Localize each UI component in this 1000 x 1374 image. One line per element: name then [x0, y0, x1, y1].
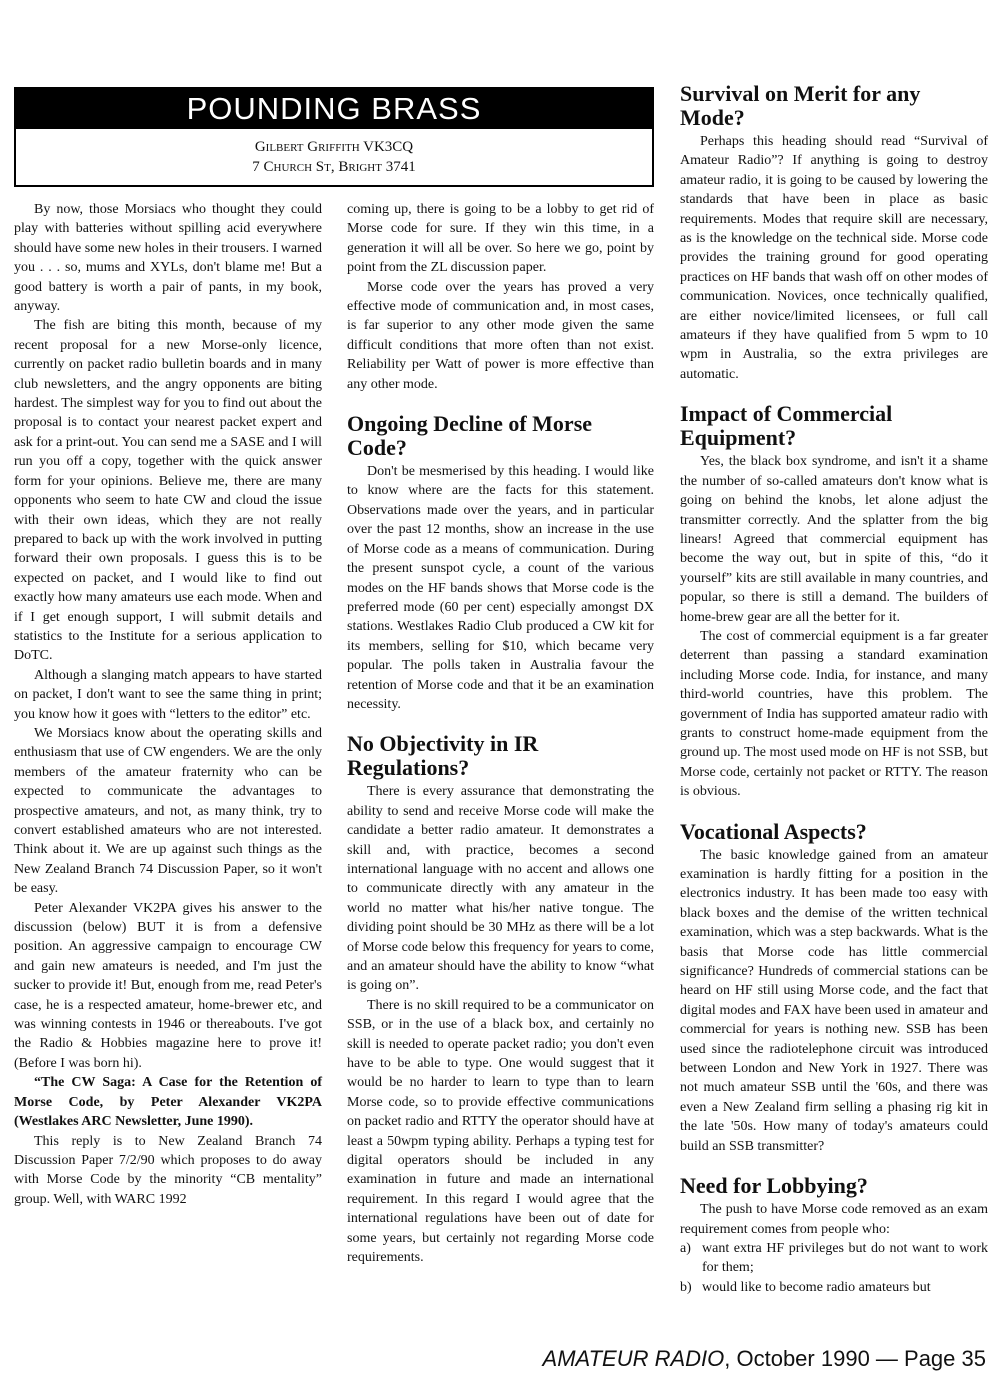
list-item [680, 1239, 988, 1278]
paragraph: The cost of commercial equipment is a far greater deterrent than passing a standard examination including Morse code. India, for instance, and many third-world countries, have this problem. The government of India has supported amateur radio with grants to construct home-made equipment from the ground up. The most used mode on HF is not SSB, but Morse code, certainly not packet or RTTY. The reason is obvious. [680, 628, 988, 800]
paragraph: We Morsiacs know about the operating skills and enthusiasm that use of CW engenders. We are the only members of the amateur fraternity who can be expected to communicate the advantages to prospective amateurs, and not, as many think, try to convert established amateurs who are not interested. Think about it. We are up against such things as the New Zealand Branch 74 Discussion Paper, so it won't be easy. [14, 725, 322, 897]
section-heading: Need for Lobbying? [680, 1173, 868, 1199]
column-1 [14, 200, 322, 1209]
list-marker: b) [680, 1279, 692, 1295]
paragraph: This reply is to New Zealand Branch 74 Discussion Paper 7/2/90 which proposes to do away with Morse Code by the minority “CB mentality” group. Well, with WARC 1992 [14, 1133, 322, 1207]
page-footer [543, 1346, 986, 1372]
paragraph: By now, those Morsiacs who thought they could play with batteries without spilling acid everywhere should have some new holes in their trousers. I warned you . . . so, mums and XYLs, don't blame me! But a good battery is worth a pair of pants, in my book, anyway. [14, 202, 322, 315]
list-item [680, 1278, 988, 1297]
column-3 [680, 82, 988, 1297]
issue-and-page: , October 1990 — Page 35 [724, 1346, 986, 1371]
paragraph: Although a slanging match appears to have started on packet, I don't want to see the same thing in print; you know how it goes with “letters to the editor” etc. [14, 667, 322, 722]
paragraph: The basic knowledge gained from an amateur examination is hardly fitting for a position in the electronics industry. It has been made too easy with black boxes and the demise of the written technical examination, which was a step backwards. What is the basis that Morse code has little commercial significance? Hundreds of commercial stations can be heard on HF still using Morse code, and the fact that digital modes and FAX have been used in amateur and commercial for years is nothing new. SSB has been used since the radiotelephone circuit was introduced between London and New York in 1927. There was not much amateur SSB until the '60s, and there was even a New Zealand firm selling a phasing rig kit in the late '50s. How many of today's amateurs could build an SSB transmitter? [680, 847, 988, 1154]
list-text: would like to become radio amateurs but [702, 1279, 931, 1295]
paragraph: Morse code over the years has proved a very effective mode of communication and, in most cases, is far superior to any other mode given the same difficult conditions that more often than not exist. Reliability per Watt of power is more effective than any other mode. [347, 279, 654, 392]
paragraph: There is every assurance that demonstrating the ability to send and receive Morse code will make the candidate a better radio amateur. It demonstrates a skill and, with practice, becomes a second international language with no accent and allows one to communicate directly with any amateur in the world no matter what his/her native tongue. The dividing point should be 30 MHz as there will be a lot of Morse code below this frequency for years to come, and an amateur should have the ability to know “what is going on”. [347, 784, 654, 994]
list-text: want extra HF privileges but do not want to work for them; [702, 1240, 988, 1276]
paragraph: The push to have Morse code removed as an exam requirement comes from people who: [680, 1202, 988, 1237]
author-name: Gilbert Griffith VK3CQ [254, 139, 414, 155]
column-header-box [14, 87, 654, 187]
paragraph: Perhaps this heading should read “Survival of Amateur Radio”? If anything is going to destroy amateur radio, it is going to be caused by lowering the standards that have been in place as basic requirements. Modes that require skill are necessary, as is the knowledge on the technical side. Morse code provides the training ground for good operating practices on HF bands that wash off on other modes of communication. Novices, once technically qualified, are either novice/limited licensees, or full call amateurs if they have qualified from 5 wpm to 10 wpm in Australia, so the extra privileges are automatic. [680, 134, 988, 382]
paragraph: coming up, there is going to be a lobby to get rid of Morse code for sure. If they win this time, in a generation it will all be over. So here we go, point by point from the ZL discussion paper. [347, 202, 654, 276]
paragraph: Peter Alexander VK2PA gives his answer to the discussion (below) BUT it is from a defensive position. An aggressive campaign to encourage CW and gain new amateurs is needed, and I'm just the sucker to provide it! But, enough from me, read Peter's case, he is a respected amateur, home-brewer etc, and was winning contests in 1946 or thereabouts. I've got the Radio & Hobbies magazine here to prove it! (Before I was born hi). [14, 900, 322, 1071]
author-address: 7 Church St, Bright 3741 [252, 159, 416, 175]
section-heading: Impact of Commercial Equipment? [680, 401, 893, 451]
section-heading: Survival on Merit for any Mode? [680, 81, 921, 130]
paragraph: Don't be mesmerised by this heading. I would like to know where are the facts for this statement. Observations made over the years, and in particular over the past 12 months, show an increase in the use of Morse code as a means of communication. During the present sunspot cycle, a count of the various modes on the HF bands shows that Morse code is the preferred mode (60 per cent) especially amongst DX stations. Westlakes Radio Club produced a CW kit for its members, selling for $10, which became very popular. The polls taken in Australia favour the retention of Morse code and that it be an examination necessity. [347, 464, 654, 712]
list-marker: a) [680, 1240, 691, 1256]
article-citation: “The CW Saga: A Case for the Retention of Morse Code, by Peter Alexander VK2PA (Westlakes ARC Newsletter, June 1990). [14, 1075, 322, 1130]
column-title: POUNDING BRASS [16, 89, 652, 129]
paragraph: There is no skill required to be a communicator on SSB, or in the use of a black box, and certainly no skill is needed to operate packet radio; you don't even have to be able to type. One would suggest that it would be no harder to learn to type than to learn Morse code, so to provide effective communications on packet radio and RTTY the operator should have at least a 50wpm typing ability. Perhaps a typing test for digital operators should be included in any examination in future and made an international requirement. In this regard I would agree that the international regulations have been out of date for some years, but certainly not regarding Morse code requirements. [347, 997, 654, 1266]
paragraph: Yes, the black box syndrome, and isn't it a shame the number of so-called amateurs don't know what is going on behind the knobs, let alone adjust the transmitter correctly. And the splatter from the big linears! Agreed that commercial equipment has become the way out, but in spite of this, “do it yourself” kits are still available in many countries, and popular, so there is still a demand. The builders of home-brew gear are all the better for it. [680, 454, 988, 625]
section-heading: Ongoing Decline of Morse Code? [347, 411, 593, 461]
paragraph: The fish are biting this month, because of my recent proposal for a new Morse-only licence, currently on packet radio bulletin boards and in many club newsletters, and the angry opponents are biting hardest. The simplest way for you to find out about the proposal is to contact your nearest packet expert and ask for a print-out. You can send me a SASE and I will run you off a copy, together with the quick answer form for your opinions. Believe me, there are many opponents who seem to hate CW and cloud the issue with their own ideas, which they are not really prepared to back up with the work involved in putting forward their own proposals. I guess this is to be expected on packet, and I would like to find out exactly how many amateurs use each mode. When and if I get enough support, I will submit details and statistics to the Institute for a serious application to DoTC. [14, 318, 322, 664]
column-2 [347, 200, 654, 1268]
section-heading: No Objectivity in IR Regulations? [347, 731, 539, 781]
section-heading: Vocational Aspects? [680, 818, 867, 844]
magazine-name: AMATEUR RADIO [542, 1346, 725, 1371]
